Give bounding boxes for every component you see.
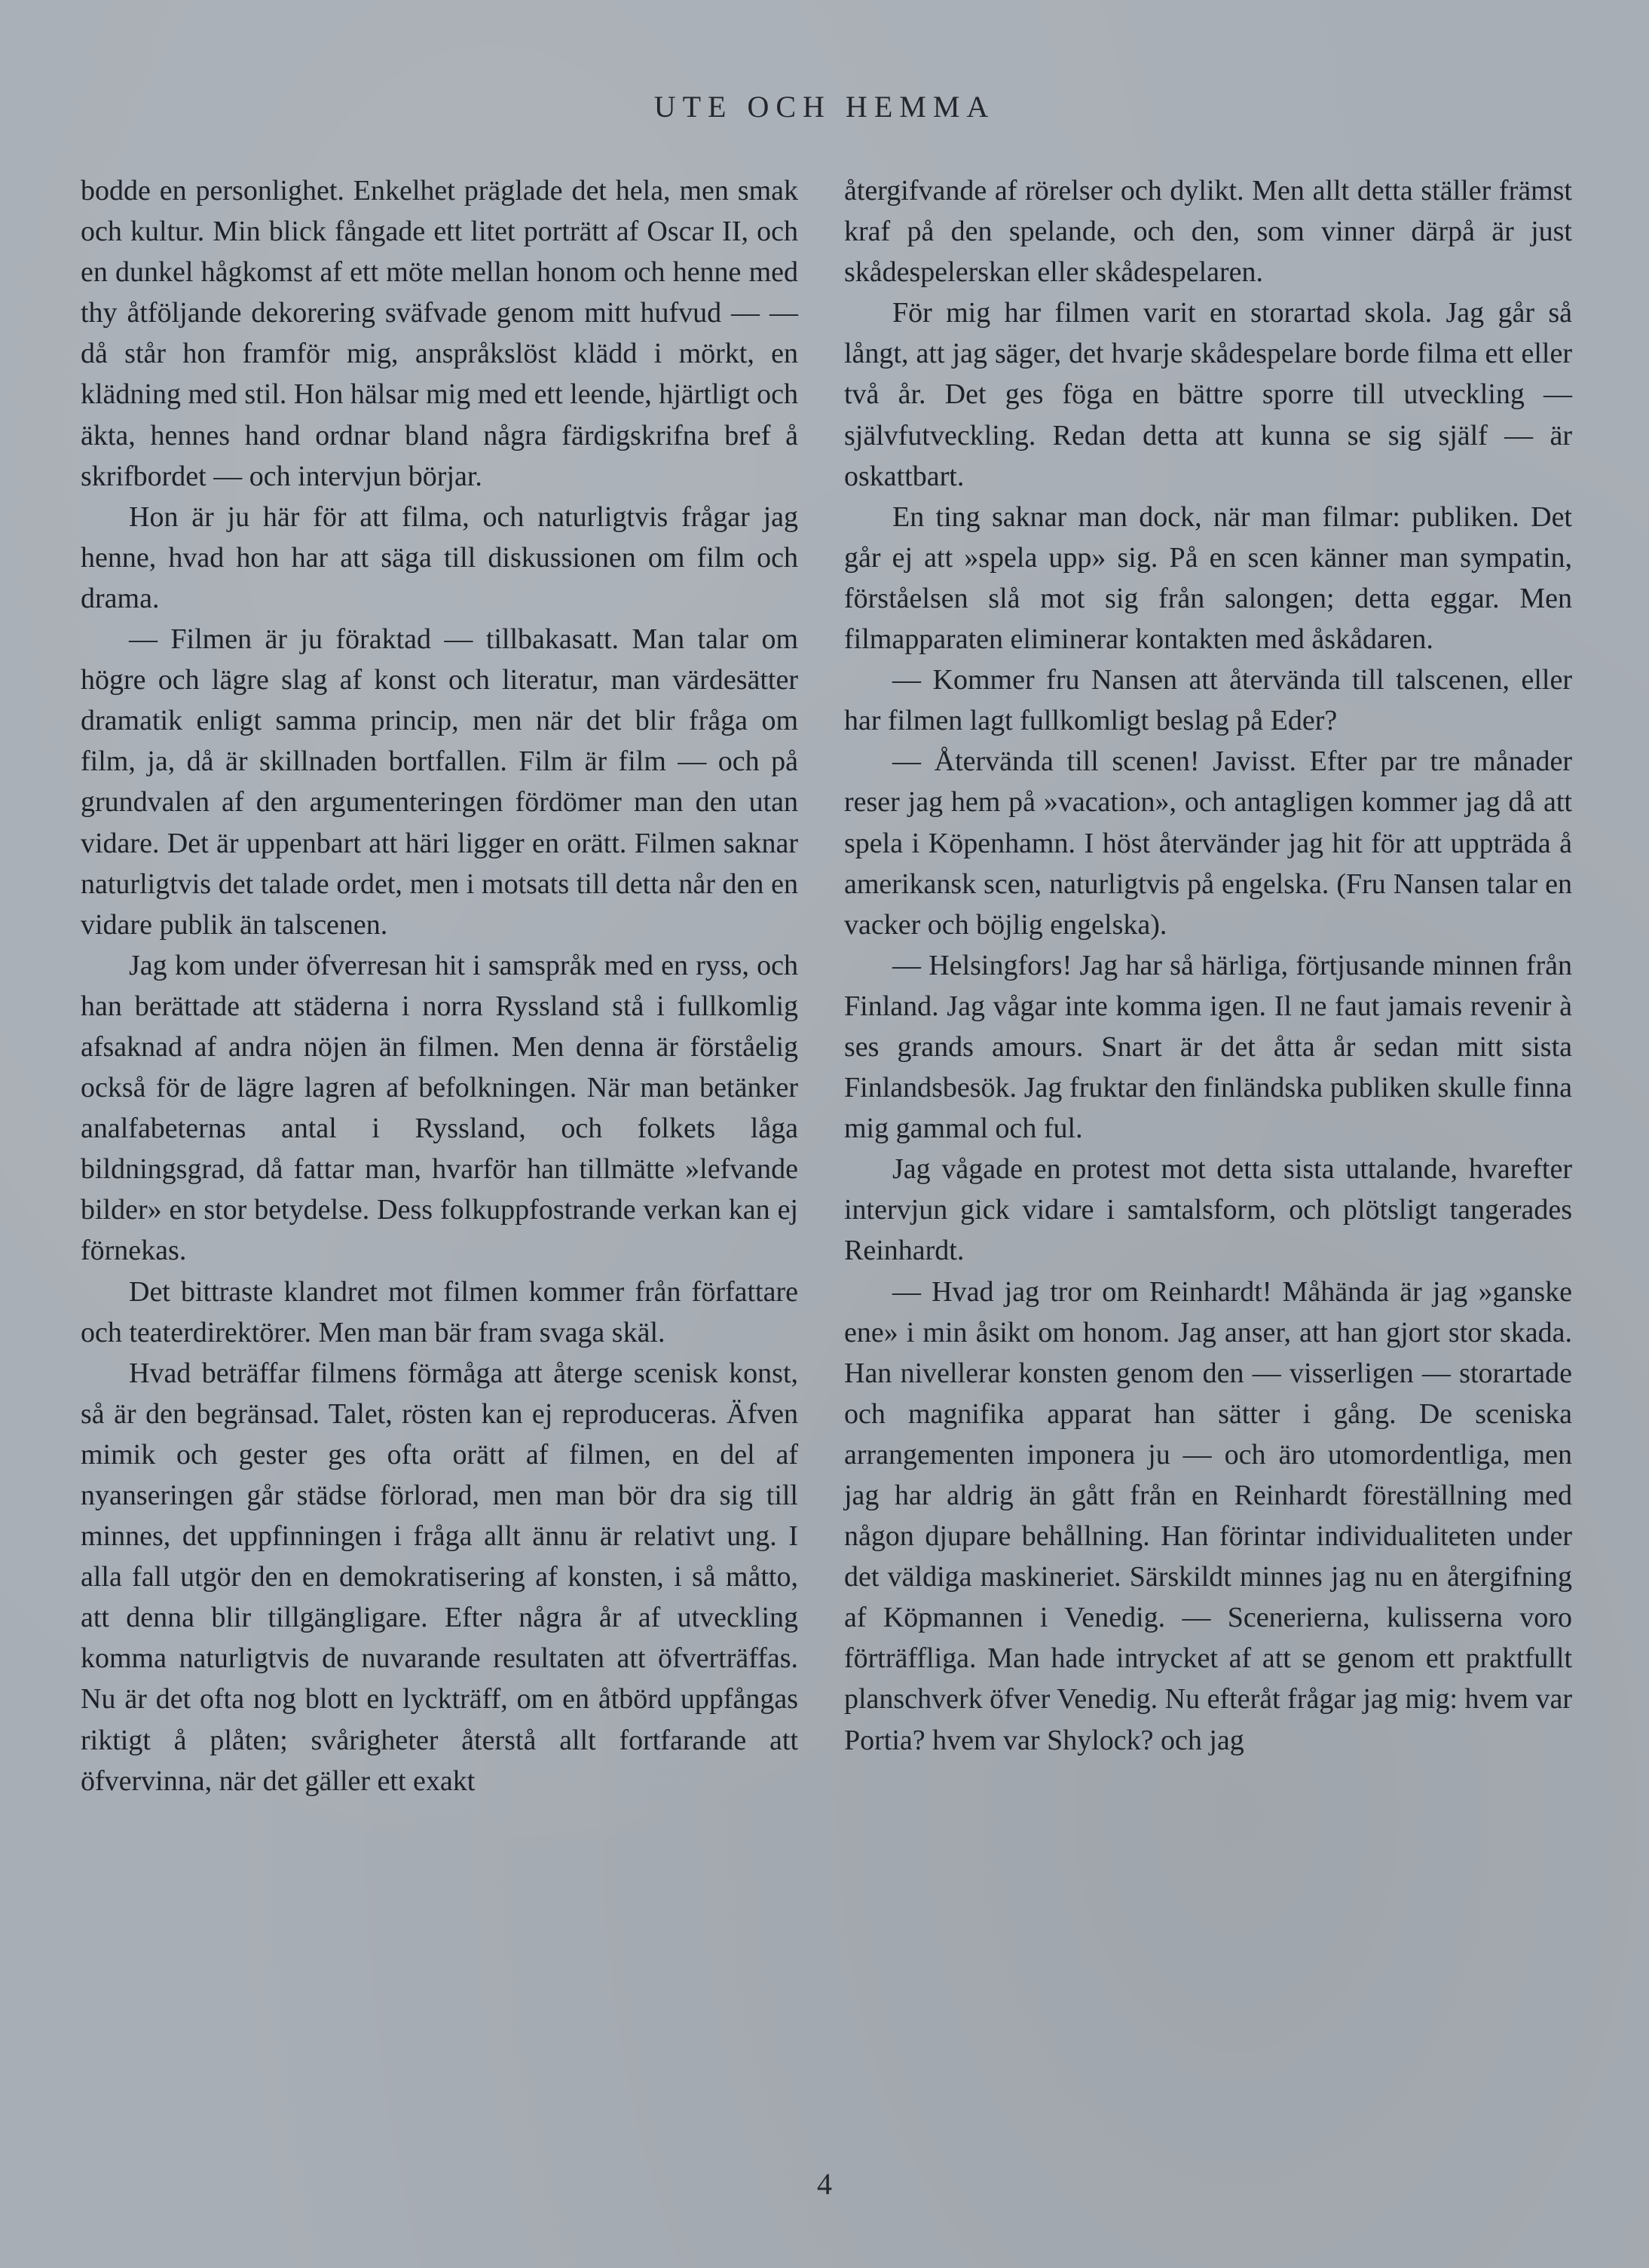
running-header: UTE OCH HEMMA [653,90,996,124]
paragraph: bodde en personlighet. Enkelhet präglade det hela, men smak och kultur. Min blick fångade ett litet porträtt af Oscar II, och en dunkel hågkomst af ett möte mellan honom och henne med thy åtföljande dekorering sväfvade genom mitt hufvud — — då står hon framför mig, anspråkslöst klädd i mörkt, en klädning med stil. Hon hälsar mig med ett leende, hjärtligt och äkta, hennes hand ordnar bland några färdigskrifna bref å skrifbordet — och intervjun börjar. [81,175,798,492]
paragraph: återgifvande af rörelser och dylikt. Men allt detta ställer främst kraf på den spelande, och den, som vinner därpå är just skådespelerskan eller skådespelaren. [844,175,1572,289]
right-column [844,170,1572,1761]
paragraph: — Kommer fru Nansen att återvända till talscenen, eller har filmen lagt fullkomligt beslag på Eder? [844,664,1572,737]
paragraph: — Hvad jag tror om Reinhardt! Måhända är jag »ganske ene» i min åsikt om honom. Jag anser, att han gjort stor skada. Han nivellerar konsten genom den — visserligen — storartade och magnifika apparat han sätter i gång. De sceniska arrangementen imponera ju — och äro utomordentliga, men jag har aldrig än gått från en Reinhardt föreställning med någon djupare behållning. Han förintar individualiteten under det väldiga maskineriet. Särskildt minnes jag nu en återgifning af Köpmannen i Venedig. — Scenerierna, kulisserna voro förträffliga. Man hade intrycket af att se genom ett praktfullt planschverk öfver Venedig. Nu efteråt frågar jag mig: hvem var Portia? hvem var Shylock? och jag [844,1275,1572,1756]
paragraph: — Återvända till scenen! Javisst. Efter par tre månader reser jag hem på »vacation», och antagligen kommer jag då att spela i Köpenhamn. I höst återvänder jag hit för att uppträda å amerikansk scen, naturligtvis på engelska. (Fru Nansen talar en vacker och böjlig engelska). [844,745,1572,941]
paragraph: Det bittraste klandret mot filmen kommer från författare och teaterdirektörer. Men man bär fram svaga skäl. [81,1275,798,1348]
paragraph: För mig har filmen varit en storartad skola. Jag går så långt, att jag säger, det hvarje skådespelare borde filma ett eller två år. Det ges föga en bättre sporre till utveckling — självfutveckling. Redan detta att kunna se sig själf — är oskattbart. [844,297,1572,492]
left-column [81,170,798,1801]
paragraph: En ting saknar man dock, när man filmar: publiken. Det går ej att »spela upp» sig. På en scen känner man sympatin, förståelsen slå mot sig från salongen; detta eggar. Men filmapparaten eliminerar kontakten med åskådaren. [844,500,1572,656]
paragraph: Hon är ju här för att filma, och naturligtvis frågar jag henne, hvad hon har att säga till diskussionen om film och drama. [81,500,798,614]
paragraph: Jag kom under öfverresan hit i samspråk med en ryss, och han berättade att städerna i norra Ryssland stå i fullkomlig afsaknad af andra nöjen än filmen. Men denna är förståelig också för de lägre lagren af befolkningen. När man betänker analfabeternas antal i Ryssland, och folkets låga bildningsgrad, då fattar man, hvarför han tillmätte »lefvande bilder» en stor betydelse. Dess folkuppfostrande verkan kan ej förnekas. [81,949,798,1267]
paragraph: Hvad beträffar filmens förmåga att återge scenisk konst, så är den begränsad. Talet, rösten kan ej reproduceras. Äfven mimik och gester ges ofta orätt af filmen, en del af nyanseringen går städse förlorad, men man bör dra sig till minnes, det uppfinningen i fråga allt ännu är relativt ung. I alla fall utgör den en demokratisering af konsten, i så måtto, att denna blir tillgängligare. Efter några år af utveckling komma naturligtvis de nuvarande resultaten att öfverträffas. Nu är det ofta nog blott en lyckträff, om en åtbörd uppfångas riktigt å plåten; svårigheter återstå allt fortfarande att öfvervinna, när det gäller ett exakt [81,1357,798,1797]
paragraph: Jag vågade en protest mot detta sista uttalande, hvarefter intervjun gick vidare i samtalsform, och plötsligt tangerades Reinhardt. [844,1153,1572,1267]
page-number: 4 [817,2167,832,2201]
paragraph: — Filmen är ju föraktad — tillbakasatt. Man talar om högre och lägre slag af konst och literatur, man värdesätter dramatik enligt samma princip, men när det blir fråga om film, ja, då är skillnaden bortfallen. Film är film — och på grundvalen af den argumenteringen fördömer man den utan vidare. Det är uppenbart att häri ligger en orätt. Filmen saknar naturligtvis det talade ordet, men i motsats till detta når den en vidare publik än talscenen. [81,623,798,941]
paragraph: — Helsingfors! Jag har så härliga, förtjusande minnen från Finland. Jag vågar inte komma igen. Il ne faut jamais revenir à ses grands amours. Snart är det åtta år sedan mitt sista Finlandsbesök. Jag fruktar den finländska publiken skulle finna mig gammal och ful. [844,949,1572,1145]
